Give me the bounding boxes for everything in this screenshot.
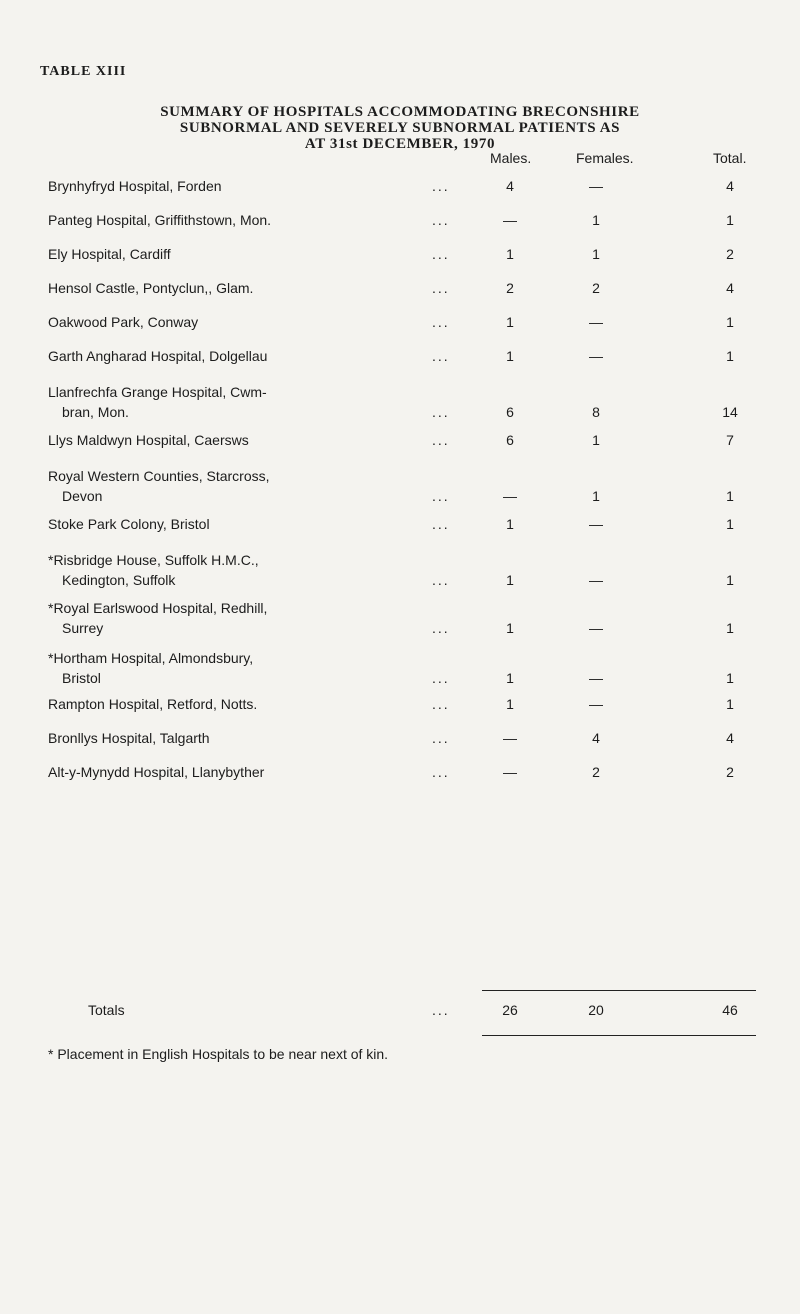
hospital-name-line-2: Bristol <box>62 670 101 686</box>
cell-females: 8 <box>592 404 600 420</box>
cell-total: 1 <box>726 670 734 686</box>
leader-dots: ... <box>432 1002 450 1018</box>
cell-total: 1 <box>726 212 734 228</box>
hospital-name <box>48 648 438 688</box>
leader-dots: ... <box>432 432 450 448</box>
hospital-name <box>48 728 438 748</box>
hospital-name-line-2: Kedington, Suffolk <box>62 572 176 588</box>
cell-females: 2 <box>592 280 600 296</box>
cell-males: 1 <box>506 620 514 636</box>
cell-females: — <box>589 696 603 712</box>
cell-females: 2 <box>592 764 600 780</box>
leader-dots: ... <box>432 280 450 296</box>
cell-females: — <box>589 178 603 194</box>
hospital-name-line-1: Brynhyfryd Hospital, Forden <box>48 178 222 194</box>
hospital-name <box>48 176 438 196</box>
hospital-name <box>48 430 438 450</box>
cell-females: — <box>589 670 603 686</box>
hospital-name-line-1: Panteg Hospital, Griffithstown, Mon. <box>48 212 272 228</box>
cell-total: 1 <box>726 516 734 532</box>
leader-dots: ... <box>432 178 450 194</box>
leader-dots: ... <box>432 620 450 636</box>
footnote: * Placement in English Hospitals to be near next of kin. <box>48 1046 389 1062</box>
totals-rule-bottom <box>482 1035 756 1036</box>
cell-females: — <box>589 572 603 588</box>
cell-total: 2 <box>726 246 734 262</box>
cell-males: 1 <box>506 348 514 364</box>
hospital-name <box>48 550 438 590</box>
hospital-name <box>48 346 438 366</box>
cell-females: — <box>589 620 603 636</box>
hospital-name-line-1: Rampton Hospital, Retford, Notts. <box>48 696 258 712</box>
cell-males: 1 <box>506 246 514 262</box>
hospital-name-line-1: Llanfrechfa Grange Hospital, Cwm- <box>48 384 267 400</box>
hospital-name-line-1: *Risbridge House, Suffolk H.M.C., <box>48 552 259 568</box>
cell-total: 4 <box>726 280 734 296</box>
column-header-males: Males. <box>490 150 532 166</box>
hospital-name-line-1: Royal Western Counties, Starcross, <box>48 468 270 484</box>
heading-line-3: AT 31st DECEMBER, 1970 <box>304 136 496 152</box>
hospital-name <box>48 244 438 264</box>
totals-label: Totals <box>88 1002 125 1018</box>
cell-males: 1 <box>506 314 514 330</box>
cell-total: 1 <box>726 620 734 636</box>
hospital-name-line-1: *Royal Earlswood Hospital, Redhill, <box>48 600 268 616</box>
cell-females: 1 <box>592 488 600 504</box>
hospital-name-line-2: Devon <box>62 488 103 504</box>
leader-dots: ... <box>432 730 450 746</box>
cell-females: 1 <box>592 212 600 228</box>
cell-total: 2 <box>726 764 734 780</box>
column-header-females: Females. <box>576 150 634 166</box>
cell-total: 1 <box>726 488 734 504</box>
hospital-name-line-2: Surrey <box>62 620 104 636</box>
cell-total: 1 <box>726 572 734 588</box>
cell-females: — <box>589 314 603 330</box>
hospital-name-line-1: Ely Hospital, Cardiff <box>48 246 171 262</box>
hospital-name <box>48 210 438 230</box>
cell-males: — <box>503 764 517 780</box>
hospital-name <box>48 466 438 506</box>
cell-females: — <box>589 348 603 364</box>
cell-females: 1 <box>592 432 600 448</box>
hospital-name-line-1: Bronllys Hospital, Talgarth <box>48 730 210 746</box>
cell-males: 1 <box>506 670 514 686</box>
hospital-name <box>48 598 438 638</box>
leader-dots: ... <box>432 696 450 712</box>
hospital-name-line-2: bran, Mon. <box>62 404 129 420</box>
hospital-name <box>48 694 438 714</box>
cell-males: — <box>503 212 517 228</box>
cell-males: 2 <box>506 280 514 296</box>
totals-rule-top <box>482 990 756 991</box>
hospital-name-line-1: Stoke Park Colony, Bristol <box>48 516 210 532</box>
cell-males: — <box>503 730 517 746</box>
cell-total: 7 <box>726 432 734 448</box>
leader-dots: ... <box>432 212 450 228</box>
column-header-total: Total. <box>713 150 747 166</box>
cell-total: 1 <box>726 696 734 712</box>
cell-males: 6 <box>506 404 514 420</box>
hospital-name <box>48 382 438 422</box>
cell-females: 1 <box>592 246 600 262</box>
hospital-name <box>48 762 438 782</box>
heading-line-1: SUMMARY OF HOSPITALS ACCOMMODATING BRECONSHIRE <box>160 104 640 120</box>
hospital-name-line-1: Alt-y-Mynydd Hospital, Llanybyther <box>48 764 265 780</box>
totals-males: 26 <box>502 1002 518 1018</box>
cell-males: 6 <box>506 432 514 448</box>
leader-dots: ... <box>432 764 450 780</box>
leader-dots: ... <box>432 246 450 262</box>
cell-total: 4 <box>726 730 734 746</box>
cell-females: 4 <box>592 730 600 746</box>
cell-total: 14 <box>722 404 738 420</box>
totals-females: 20 <box>588 1002 604 1018</box>
cell-females: — <box>589 516 603 532</box>
leader-dots: ... <box>432 516 450 532</box>
cell-males: 4 <box>506 178 514 194</box>
hospital-name <box>48 278 438 298</box>
cell-males: — <box>503 488 517 504</box>
hospital-name <box>48 312 438 332</box>
hospital-name-line-1: Llys Maldwyn Hospital, Caersws <box>48 432 249 448</box>
cell-total: 1 <box>726 348 734 364</box>
cell-males: 1 <box>506 516 514 532</box>
leader-dots: ... <box>432 572 450 588</box>
hospital-name <box>48 514 438 534</box>
hospital-name-line-1: *Hortham Hospital, Almondsbury, <box>48 650 254 666</box>
hospital-name-line-1: Oakwood Park, Conway <box>48 314 199 330</box>
cell-total: 1 <box>726 314 734 330</box>
cell-males: 1 <box>506 572 514 588</box>
table-heading <box>0 104 800 152</box>
table-label: TABLE XIII <box>40 64 127 79</box>
heading-line-2: SUBNORMAL AND SEVERELY SUBNORMAL PATIENTS AS <box>179 120 621 136</box>
hospital-name-line-1: Garth Angharad Hospital, Dolgellau <box>48 348 268 364</box>
leader-dots: ... <box>432 488 450 504</box>
leader-dots: ... <box>432 314 450 330</box>
hospital-name-line-1: Hensol Castle, Pontyclun,, Glam. <box>48 280 254 296</box>
leader-dots: ... <box>432 348 450 364</box>
totals-total: 46 <box>722 1002 738 1018</box>
leader-dots: ... <box>432 404 450 420</box>
cell-total: 4 <box>726 178 734 194</box>
leader-dots: ... <box>432 670 450 686</box>
cell-males: 1 <box>506 696 514 712</box>
